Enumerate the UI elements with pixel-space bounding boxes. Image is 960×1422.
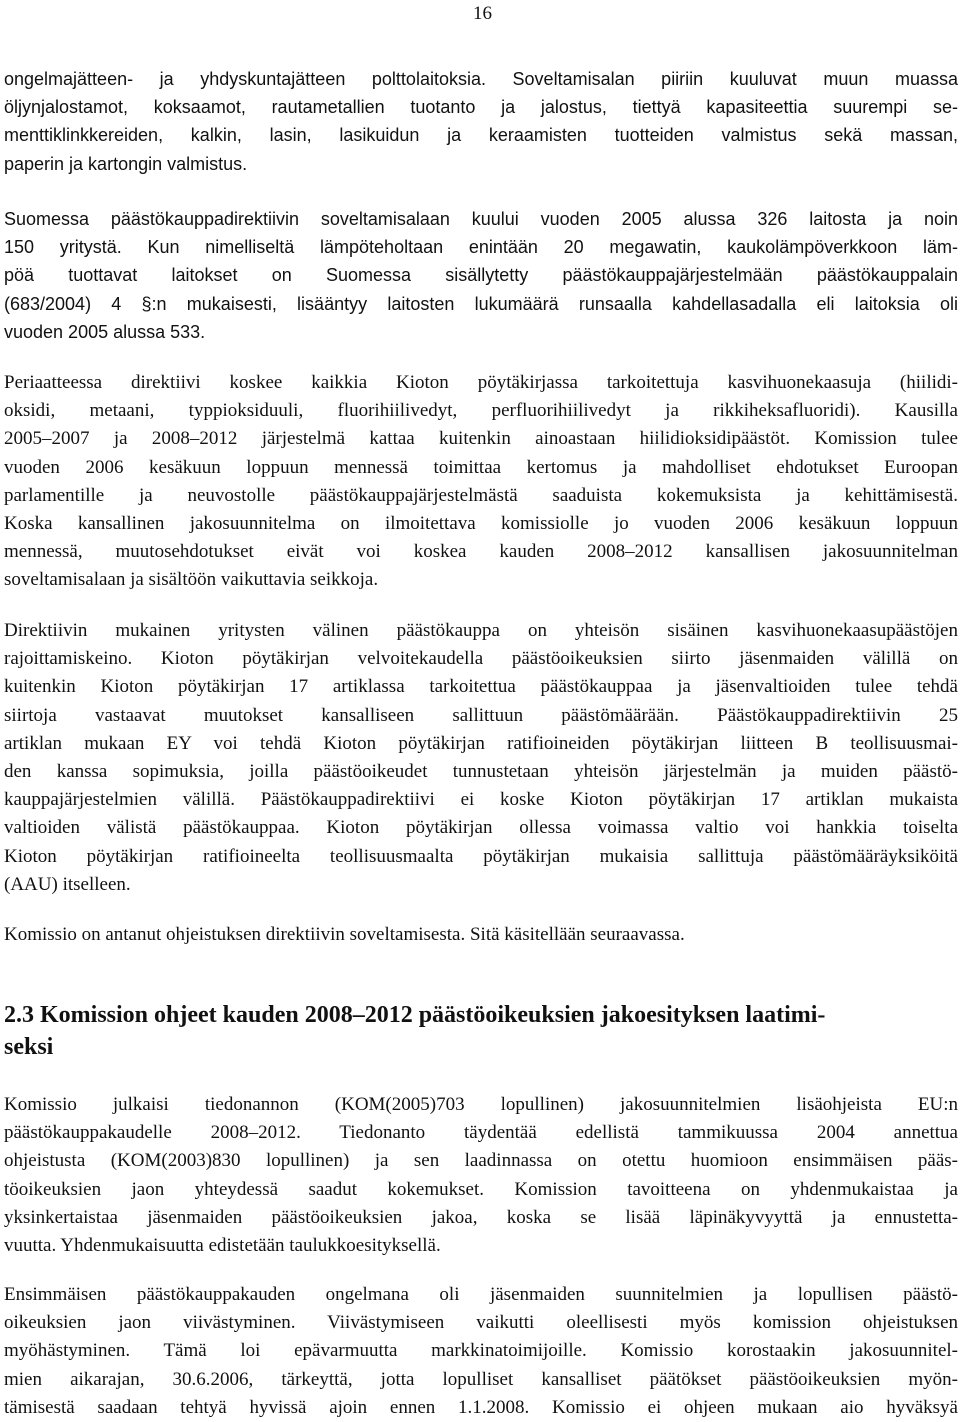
- body-paragraph-6: [4, 1091, 958, 1260]
- page-number: 16: [473, 3, 492, 24]
- text-line: valtioiden välistä päästökauppaa. Kioton pöytäkirjan ollessa voimassa valtio voi hankkia toiselta: [4, 817, 958, 839]
- body-paragraph-5: [4, 921, 958, 949]
- text-line: menttiklinkkereiden, kalkin, lasin, lasikuidun ja keraamisten tuotteiden valmistus sekä massan,: [4, 125, 958, 146]
- body-paragraph-3: [4, 369, 958, 595]
- section-heading: [4, 999, 958, 1063]
- text-line: (AAU) itselleen.: [4, 873, 131, 895]
- text-line: rajoittamiskeino. Kioton pöytäkirjan velvoitekaudella päästöoikeuksien siirto jäsenmaiden välillä on: [4, 648, 958, 670]
- body-paragraph-1: [4, 65, 958, 178]
- text-line: 150 yritystä. Kun nimelliseltä lämpöteholtaan enintään 20 megawatin, kaukolämpöverkkoon läm-: [4, 237, 958, 258]
- text-line: Kioton pöytäkirjan ratifioineelta teollisuusmaalta pöytäkirjan mukaisia sallittuja päästömääräyksiköitä: [4, 845, 958, 867]
- text-line: öljynjalostamot, koksaamot, rautametallien tuotanto ja jalostus, tiettyä kapasiteettia suurempi se-: [4, 97, 958, 118]
- text-line: pöä tuottavat laitokset on Suomessa sisällytetty päästökauppajärjestelmään päästökauppalain: [4, 265, 958, 286]
- text-line: paperin ja kartongin valmistus.: [4, 153, 248, 174]
- text-line: den kanssa sopimuksia, joilla päästöoikeudet tunnustetaan yhteisön järjestelmän ja muiden päästö-: [4, 761, 958, 783]
- body-paragraph-2: [4, 205, 958, 346]
- text-line: ongelmajätteen- ja yhdyskuntajätteen polttolaitoksia. Soveltamisalan piiriin kuuluvat muun muassa: [4, 69, 958, 89]
- text-line: vuoden 2006 kesäkuun loppuun mennessä toimittaa kertomus ja mahdolliset ehdotukset Euroopan: [4, 456, 958, 478]
- text-line: kauppajärjestelmien välillä. Päästökauppadirektiivi ei koske Kioton pöytäkirjan 17 artiklan mukaista: [4, 789, 958, 811]
- text-line: yksinkertaistaa jäsenmaiden päästöoikeuksien jakoa, koska se lisää läpinäkyvyyttä ja ennustetta-: [4, 1206, 958, 1228]
- heading-line: 2.3 Komission ohjeet kauden 2008–2012 päästöoikeuksien jakoesityksen laatimi-: [4, 1002, 826, 1028]
- text-line: Ensimmäisen päästökauppakauden ongelmana oli jäsenmaiden suunnitelmien ja lopullisen päästö-: [4, 1284, 958, 1305]
- text-line: Komissio on antanut ohjeistuksen direktiivin soveltamisesta. Sitä käsitellään seuraavassa.: [4, 924, 685, 945]
- text-line: artiklan mukaan EY voi tehdä Kioton pöytäkirjan ratifioineiden pöytäkirjan liitteen B teollisuusmai-: [4, 732, 958, 754]
- text-line: parlamentille ja neuvostolle päästökauppajärjestelmästä saaduista kokemuksista ja kehittämisestä.: [4, 484, 958, 506]
- text-line: oikeuksien jaon viivästyminen. Viivästymiseen vaikutti oleellisesti myös komission ohjeistuksen: [4, 1312, 958, 1334]
- text-line: vuoden 2005 alussa 533.: [4, 321, 206, 342]
- text-line: mennessä, muutosehdotukset eivät voi koskea kauden 2008–2012 kansallisen jakosuunnitelman: [4, 541, 958, 563]
- text-line: oksidi, metaani, typpioksiduuli, fluorihiilivedyt, perfluorihiilivedyt ja rikkiheksafluoridi). Kausilla: [4, 400, 958, 422]
- text-line: Direktiivin mukainen yritysten välinen päästökauppa on yhteisön sisäinen kasvihuonekaasupäästöjen: [4, 620, 958, 641]
- text-line: tämisestä saadaan tehtyä hyvissä ajoin ennen 1.1.2008. Komissio ei ohjeen mukaan aio hyväksyä: [4, 1396, 958, 1418]
- text-line: Suomessa päästökauppadirektiivin soveltamisalaan kuului vuoden 2005 alussa 326 laitosta ja noin: [4, 209, 958, 229]
- text-line: päästökauppakaudelle 2008–2012. Tiedonanto täydentää edellistä tammikuussa 2004 annettua: [4, 1122, 958, 1144]
- text-line: kuitenkin Kioton pöytäkirjan 17 artiklassa tarkoitettua päästökauppaa ja jäsenvaltioiden tulee tehdä: [4, 676, 958, 698]
- text-line: (683/2004) 4 §:n mukaisesti, lisääntyy laitosten lukumäärä runsaalla kahdellasadalla eli laitoksia oli: [4, 293, 958, 314]
- text-line: 2005–2007 ja 2008–2012 järjestelmä kattaa kuitenkin ainoastaan hiilidioksidipäästöt. Komission tulee: [4, 428, 958, 450]
- body-paragraph-7: [4, 1281, 958, 1422]
- text-line: Koska kansallinen jakosuunnitelma on ilmoitettava komissiolle jo vuoden 2006 kesäkuun loppuun: [4, 513, 958, 535]
- text-line: ohjeistusta (KOM(2003)830 lopullinen) ja sen laadinnassa on otettu huomioon ensimmäisen pääs-: [4, 1150, 958, 1172]
- text-line: vuutta. Yhdenmukaisuutta edistetään taulukkoesityksellä.: [4, 1235, 441, 1257]
- text-line: myöhästyminen. Tämä loi epävarmuutta markkinatoimijoille. Komissio korostaakin jakosuunnitel-: [4, 1340, 958, 1362]
- heading-line: seksi: [4, 1034, 54, 1060]
- body-paragraph-4: [4, 617, 958, 899]
- text-line: Periaatteessa direktiivi koskee kaikkia Kioton pöytäkirjassa tarkoitettuja kasvihuonekaasuja (hiilidi-: [4, 372, 958, 393]
- text-line: Komissio julkaisi tiedonannon (KOM(2005)703 lopullinen) jakosuunnitelmien lisäohjeista EU:n: [4, 1094, 958, 1115]
- text-line: mien aikarajan, 30.6.2006, tärkeyttä, jotta lopulliset kansalliset päätökset päästöoikeuksien myön-: [4, 1368, 958, 1390]
- text-line: töoikeuksien jaon yhteydessä saadut kokemukset. Komission tavoitteena on yhdenmukaistaa ja: [4, 1178, 958, 1200]
- text-line: siirtoja vastaavat muutokset kansalliseen sallittuun päästömäärään. Päästökauppadirektiivin 25: [4, 704, 958, 726]
- text-line: soveltamisalaan ja sisältöön vaikuttavia seikkoja.: [4, 569, 379, 591]
